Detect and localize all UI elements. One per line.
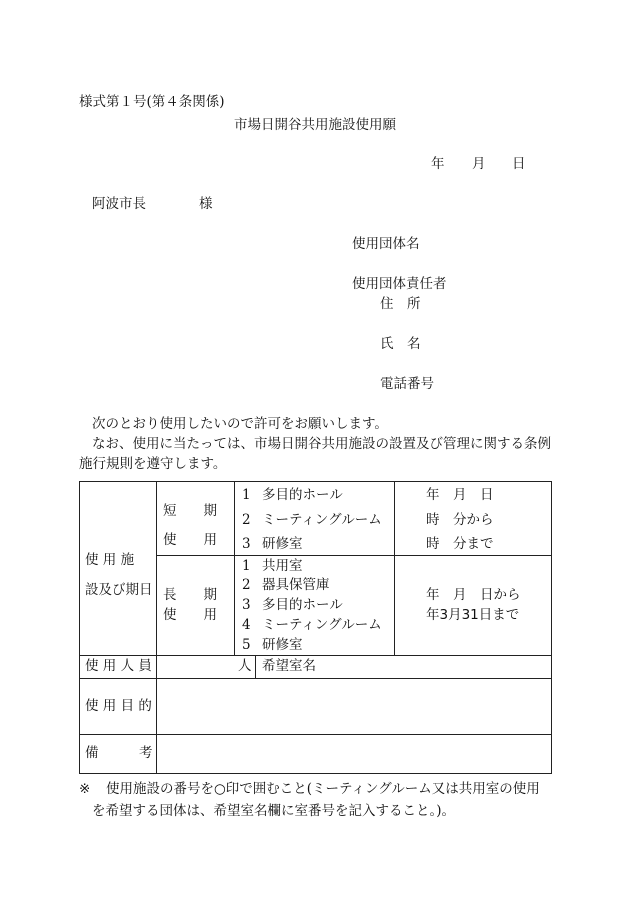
form-number: 様式第１号(第４条関係) <box>79 94 225 110</box>
representative-label: 使用団体責任者 <box>352 276 447 292</box>
date-day-label: 日 <box>512 156 526 172</box>
body-line-3: 施行規則を遵守します。 <box>79 456 227 472</box>
short-facility-1-name: 多目的ホール <box>262 487 343 503</box>
long-facility-2-num: 2 <box>242 577 251 593</box>
users-label: 使 用 人 員 <box>85 658 152 674</box>
long-facility-2-name: 器具保管庫 <box>262 577 330 593</box>
short-facility-1-num: 1 <box>242 487 251 503</box>
form-title: 市場日開谷共用施設使用願 <box>234 117 396 133</box>
short-facility-2-name: ミーティングルーム <box>262 512 382 528</box>
purpose-label: 使 用 目 的 <box>85 698 152 714</box>
users-unit: 人 <box>238 658 252 674</box>
long-term-label-1: 長 期 <box>163 587 217 603</box>
long-facility-5-name: 研修室 <box>262 637 303 653</box>
table-divider <box>234 481 235 655</box>
short-term-label-1: 短 期 <box>163 503 217 519</box>
group-name-label: 使用団体名 <box>352 236 420 252</box>
table-divider <box>255 655 256 678</box>
name-label: 氏 名 <box>380 336 421 352</box>
long-date-line-1: 年 月 日から <box>426 587 521 603</box>
preferred-room-label: 希望室名 <box>262 658 316 674</box>
short-term-label-2: 使 用 <box>163 532 217 548</box>
phone-label: 電話番号 <box>380 376 434 392</box>
long-facility-5-num: 5 <box>242 637 251 653</box>
facility-period-label-2: 設及び期日 <box>85 582 153 598</box>
short-date-line-1: 年 月 日 <box>426 487 494 503</box>
address-label: 住 所 <box>380 296 421 312</box>
body-line-2: なお、使用に当たっては、市場日開谷共用施設の設置及び管理に関する条例 <box>92 436 551 452</box>
short-date-line-2: 時 分から <box>426 512 494 528</box>
footnote-mark: ※ <box>79 781 91 797</box>
table-divider <box>79 655 552 656</box>
short-date-line-3: 時 分まで <box>426 536 494 552</box>
facility-period-label-1: 使 用 施 <box>85 552 135 568</box>
remarks-label: 備 考 <box>85 745 153 761</box>
long-facility-4-name: ミーティングルーム <box>262 617 382 633</box>
table-divider <box>156 555 552 556</box>
long-facility-3-name: 多目的ホール <box>262 597 343 613</box>
footnote-line-1: 使用施設の番号を○印で囲むこと(ミーティングルーム又は共用室の使用 <box>106 781 540 797</box>
footnote-line-2: を希望する団体は、希望室名欄に室番号を記入すること。)。 <box>92 803 456 819</box>
table-divider <box>79 734 552 735</box>
long-facility-1-num: 1 <box>242 558 251 574</box>
date-month-label: 月 <box>472 156 486 172</box>
date-year-label: 年 <box>431 156 445 172</box>
table-divider <box>394 481 395 655</box>
long-facility-1-name: 共用室 <box>262 558 303 574</box>
table-divider <box>79 678 552 679</box>
short-facility-2-num: 2 <box>242 512 251 528</box>
long-term-label-2: 使 用 <box>163 607 217 623</box>
long-facility-4-num: 4 <box>242 617 251 633</box>
addressee-name: 阿波市長 <box>92 196 146 212</box>
body-line-1: 次のとおり使用したいので許可をお願いします。 <box>92 416 388 432</box>
short-facility-3-name: 研修室 <box>262 536 303 552</box>
short-facility-3-num: 3 <box>242 536 251 552</box>
long-facility-3-num: 3 <box>242 597 251 613</box>
table-divider <box>156 481 157 774</box>
long-date-line-2: 年3月31日まで <box>426 607 520 623</box>
addressee-honorific: 様 <box>199 196 213 212</box>
